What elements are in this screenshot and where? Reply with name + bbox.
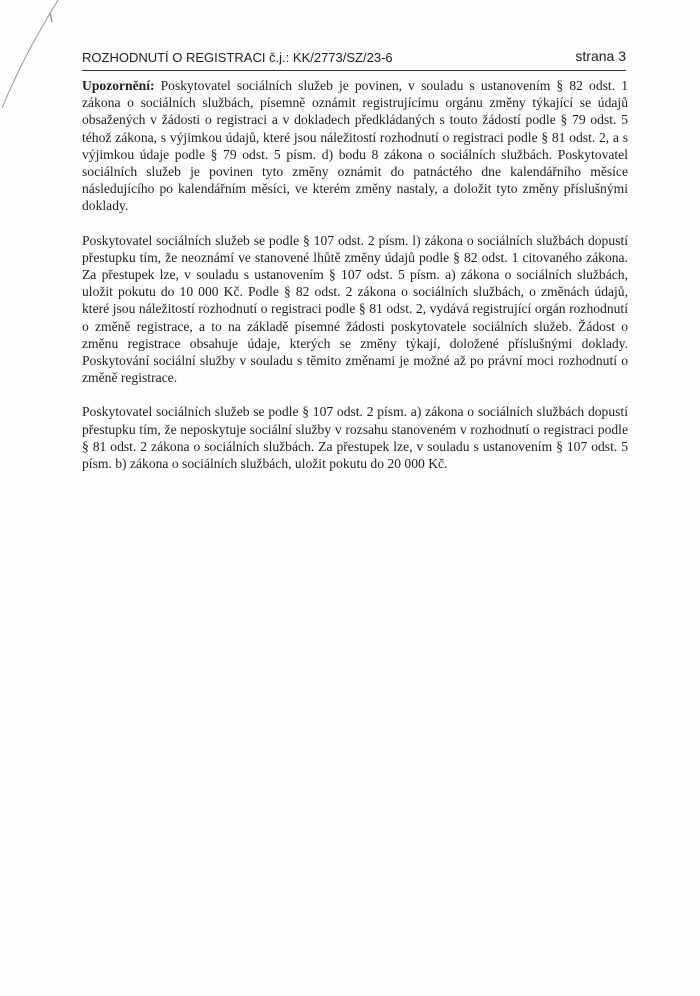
paragraph-offence-notification bbox=[82, 232, 628, 387]
page-header bbox=[82, 48, 626, 68]
scan-artifact-line bbox=[0, 0, 60, 110]
notice-lead: Upozornění: bbox=[82, 78, 155, 93]
paragraph-text: Poskytovatel sociálních služeb se podle § 107 odst. 2 písm. l) zákona o sociálních službách dopustí přestupku tím, že neoznámí ve stanovené lhůtě změny údajů podle § 82 odst. 1 citovaného zákona. Za přestupek lze, v souladu s ustanovením § 107 odst. 5 písm. a) zákona o sociálních službách, uložit pokutu do 10 000 Kč. Podle § 82 odst. 2 zákona o sociálních službách, o změnách údajů, které jsou náležitostí rozhodnutí o registraci podle § 81 odst. 2, vydává registrující orgán rozhodnutí o změně registrace, a to na základě písemné žádosti poskytovatele sociálních služeb. Žádost o změnu registrace obsahuje údaje, kterých se změny týkají, doložené příslušnými doklady. Poskytování sociální služby v souladu s těmito změnami je možné až po právní moci rozhodnutí o změně registrace. bbox=[82, 232, 628, 386]
paragraph-text: Poskytovatel sociálních služeb se podle § 107 odst. 2 písm. a) zákona o sociálních službách dopustí přestupku tím, že neposkytuje sociální služby v rozsahu stanoveném v rozhodnutí o registraci podle § 81 odst. 2 zákona o sociálních službách. Za přestupek lze, v souladu s ustanovením § 107 odst. 5 písm. b) zákona o sociálních službách, uložit pokutu do 20 000 Kč. bbox=[82, 404, 628, 472]
page-number: strana 3 bbox=[575, 48, 626, 64]
document-reference: ROZHODNUTÍ O REGISTRACI č.j.: KK/2773/SZ/23-6 bbox=[82, 50, 393, 65]
paragraph-notice bbox=[82, 77, 628, 215]
paragraph-offence-scope bbox=[82, 403, 628, 472]
header-divider bbox=[82, 70, 626, 71]
document-body bbox=[82, 77, 628, 489]
paragraph-text: Poskytovatel sociálních služeb je povinen, v souladu s ustanovením § 82 odst. 1 zákona o sociálních službách, písemně oznámit registrujícímu orgánu změny týkající se údajů obsažených v žádosti o registraci a v dokladech předkládaných s touto žádostí podle § 79 odst. 5 téhož zákona, s výjimkou údajů, které jsou náležitostí rozhodnutí o registraci podle § 81 odst. 2, a s výjimkou údaje podle § 79 odst. 5 písm. d) bodu 8 zákona o sociálních službách. Poskytovatel sociálních služeb je povinen tyto změny oznámit do patnáctého dne kalendářního měsíce následujícího po kalendářním měsíci, ve kterém změny nastaly, a doložit tyto změny příslušnými doklady. bbox=[82, 78, 628, 214]
